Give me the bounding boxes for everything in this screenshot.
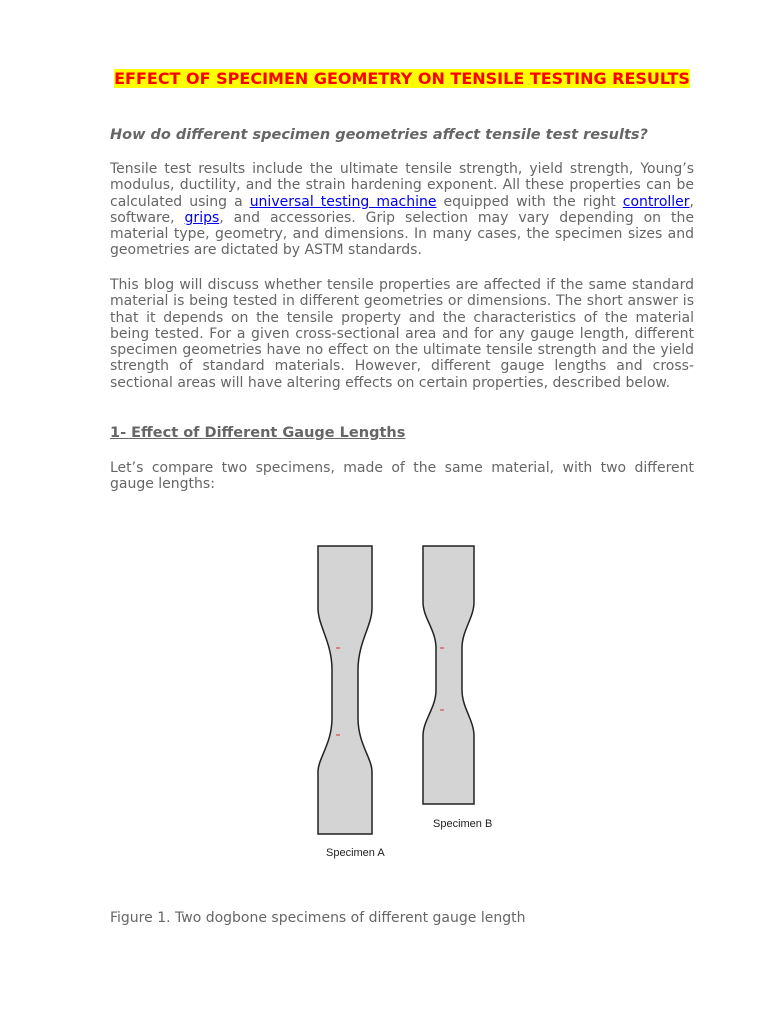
paragraph-blog-overview: This blog will discuss whether tensile properties are affected if the same standard material is being tested in different geometries or dimensions. The short answer is that it depends on the tensile property and the characteristics of the material being tested. For a given cross-sectional area and for any gauge length, different specimen geometries have no effect on the ultimate tensile strength and the yield strength of standard materials. However, different gauge lengths and cross-sectional areas will have altering effects on certain properties, described below. bbox=[110, 277, 694, 391]
p1-text-2: equipped with the right bbox=[436, 193, 623, 210]
specimens-drawing bbox=[300, 530, 620, 870]
lead-question: How do different specimen geometries affect tensile test results? bbox=[110, 127, 648, 143]
p1-text-1: Tensile test results include the ultimate tensile strength, yield strength, Young’s modulus, ductility, and the strain hardening exponent. All these properties can be calculated using a bbox=[110, 161, 694, 210]
title-highlight: EFFECT OF SPECIMEN GEOMETRY ON TENSILE TESTING RESULTS bbox=[114, 69, 690, 88]
dogbone-specimens-figure bbox=[300, 530, 620, 870]
grips-link[interactable]: grips bbox=[184, 209, 220, 226]
controller-link[interactable]: controller bbox=[622, 193, 690, 210]
specimen-a-shape bbox=[318, 546, 372, 834]
universal-testing-machine-link[interactable]: universal testing machine bbox=[249, 193, 437, 210]
paragraph-compare-specimens: Let’s compare two specimens, made of the same material, with two different gauge lengths: bbox=[110, 460, 694, 493]
document-title bbox=[110, 68, 694, 89]
specimen-b-shape bbox=[423, 546, 474, 804]
specimen-a-label: Specimen A bbox=[326, 847, 385, 859]
figure-caption: Figure 1. Two dogbone specimens of different gauge length bbox=[110, 910, 526, 926]
paragraph-intro bbox=[110, 161, 694, 259]
p1-text-4: , and accessories. Grip selection may vary depending on the material type, geometry, and dimensions. In many cases, the specimen sizes and geometries are dictated by ASTM standards. bbox=[110, 209, 694, 259]
section-heading-gauge-lengths: 1- Effect of Different Gauge Lengths bbox=[110, 425, 406, 441]
specimen-b-label: Specimen B bbox=[433, 818, 493, 830]
p1-text-3: , software, bbox=[110, 193, 694, 226]
